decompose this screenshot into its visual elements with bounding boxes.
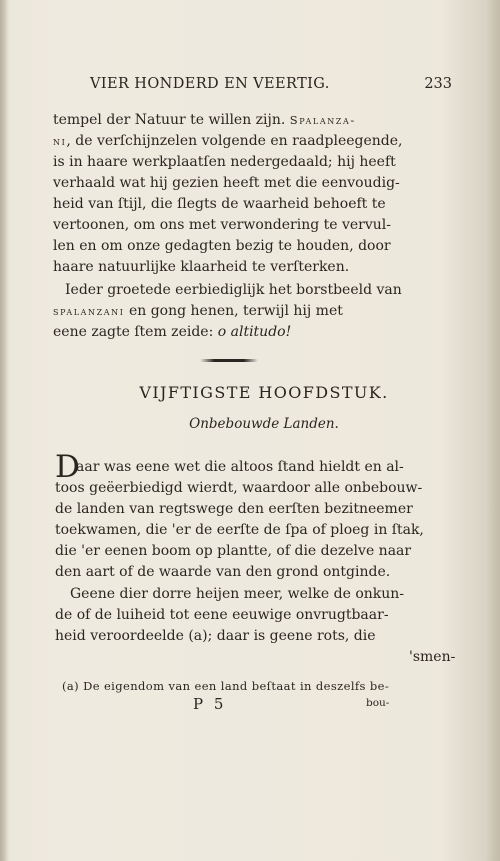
text-line: Geene dier dorre heijen meer, welke de onkun- bbox=[70, 586, 405, 602]
text-line: len en om onze gedagten bezig te houden, door bbox=[53, 238, 391, 254]
chapter-subtitle: Onbebouwde Landen. bbox=[189, 416, 339, 432]
signature-mark: P 5 bbox=[193, 695, 227, 713]
text-line: haare natuurlijke klaarheid te verſterken. bbox=[53, 259, 350, 275]
running-title: VIER HONDERD EN VEERTIG. bbox=[90, 76, 330, 92]
text-line: heid veroordeelde (a); daar is geene rots, die bbox=[55, 628, 376, 644]
running-header bbox=[90, 76, 452, 98]
page-edge-right bbox=[486, 0, 500, 861]
text-line: ni, de verſchijnzelen volgende en raadpleegende, bbox=[53, 133, 403, 149]
text-line: eene zagte ſtem zeide: o altitudo! bbox=[53, 324, 292, 340]
drop-cap: D bbox=[55, 449, 80, 485]
chapter-heading: VIJFTIGSTE HOOFDSTUK. bbox=[139, 383, 389, 402]
text-line: Ieder groetede eerbiediglijk het borstbeeld van bbox=[65, 282, 402, 298]
text-line: die 'er eenen boom op plantte, of die dezelve naar bbox=[55, 543, 412, 559]
text-line: de of de luiheid tot eene eeuwige onvrugtbaar- bbox=[55, 607, 389, 623]
page-number: 233 bbox=[424, 76, 452, 92]
text-line: verhaald wat hij gezien heeft met die eenvoudig- bbox=[53, 175, 400, 191]
page-edge-left bbox=[0, 0, 8, 861]
text-line: aar was eene wet die altoos ſtand hieldt en al- bbox=[76, 459, 404, 475]
catchword: 'smen- bbox=[409, 649, 456, 665]
text-line: tempel der Natuur te willen zijn. Spalanza- bbox=[53, 112, 356, 128]
text-line: den aart of de waarde van den grond ontginde. bbox=[55, 564, 391, 580]
text-line: heid van ſtijl, die ſlegts de waarheid behoeft te bbox=[53, 196, 386, 212]
footnote: (a) De eigendom van een land beſtaat in deszelfs be- bbox=[62, 679, 390, 693]
text-line: spalanzani en gong henen, terwijl hij met bbox=[53, 303, 343, 319]
text-line: toekwamen, die 'er de eerſte de ſpa of ploeg in ſtak, bbox=[55, 522, 424, 538]
quote-o-altitudo: o altitudo! bbox=[217, 324, 292, 340]
text-line: is in haare werkplaatſen nedergedaald; hij heeft bbox=[53, 154, 396, 170]
text-line: vertoonen, om ons met verwondering te vervul- bbox=[53, 217, 392, 233]
section-divider bbox=[200, 359, 258, 362]
footnote-catchword: bou- bbox=[366, 697, 390, 709]
text-line: toos geëerbiedigd wierdt, waardoor alle onbebouw- bbox=[55, 480, 423, 496]
text-line: de landen van regtswege den eerſten bezitneemer bbox=[55, 501, 413, 517]
